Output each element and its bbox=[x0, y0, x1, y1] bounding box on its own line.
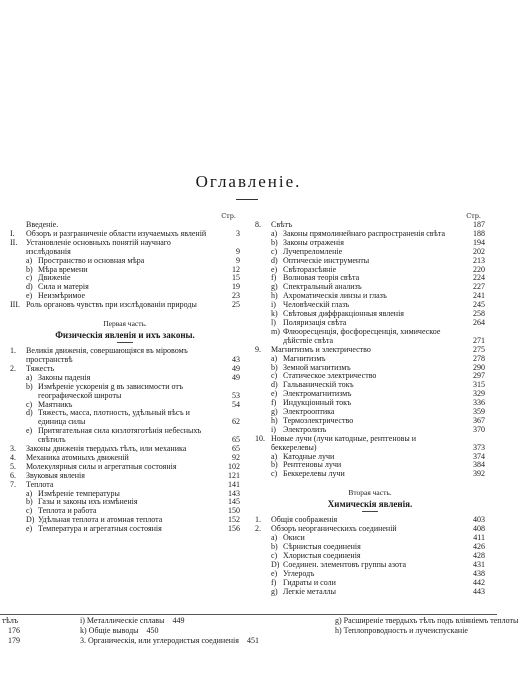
toc-entry-page: 213 bbox=[473, 255, 485, 265]
fragment-line bbox=[2, 626, 36, 636]
toc-entry-page: 9 bbox=[236, 255, 240, 265]
toc-entry-page: 443 bbox=[473, 586, 485, 596]
toc-entry-page: 141 bbox=[228, 479, 240, 489]
fragment-text: 3. Органическія, или углеродистыя соединенія bbox=[80, 636, 239, 645]
part-two-list bbox=[255, 516, 485, 596]
toc-entry-page: 227 bbox=[473, 282, 485, 292]
toc-entry-page: 431 bbox=[473, 559, 485, 569]
toc-entry-title: Волновая теорія свѣта bbox=[283, 273, 360, 283]
toc-entry-page: 271 bbox=[473, 335, 485, 345]
toc-entry-page: 245 bbox=[473, 300, 485, 310]
toc-entry-number: k) bbox=[271, 309, 278, 319]
toc-entry-page: 12 bbox=[232, 264, 240, 274]
toc-entry-number: e) bbox=[26, 524, 33, 534]
toc-entry-number: b) bbox=[271, 542, 278, 551]
fragment-text: k) Общіе выводы bbox=[80, 626, 139, 635]
toc-entry-page: 65 bbox=[232, 444, 240, 454]
toc-entry-number: b) bbox=[26, 497, 33, 507]
toc-entry-title: Звуковыя явленія bbox=[26, 470, 85, 480]
toc-entry-title: Сила и матерія bbox=[38, 282, 89, 292]
part-two-label: Вторая часть. bbox=[348, 488, 392, 498]
toc-entry-page: 392 bbox=[473, 469, 485, 479]
toc-entry-number: f) bbox=[271, 398, 277, 408]
toc-entry-title: Великія движенія, совершающіяся въ міровомъ пространствѣ bbox=[26, 346, 188, 364]
toc-entry-title: Магнитизмъ bbox=[283, 353, 326, 363]
toc-entry-number: b) bbox=[271, 362, 278, 372]
toc-entry-number: 2. bbox=[10, 363, 16, 373]
fragment-page: 449 bbox=[170, 616, 185, 625]
toc-entry-number: d) bbox=[271, 380, 278, 390]
toc-entry-number: e) bbox=[26, 426, 33, 436]
toc-entry-number: 2. bbox=[255, 524, 261, 534]
fragment-line bbox=[335, 616, 519, 626]
toc-entry-number: II. bbox=[10, 237, 18, 247]
toc-entry-page: 275 bbox=[473, 344, 485, 354]
toc-entry-number: a) bbox=[26, 255, 33, 265]
toc-entry-number: c) bbox=[271, 469, 278, 479]
toc-entry-title: Лучепреломленіе bbox=[283, 246, 343, 256]
toc-entry-number: a) bbox=[271, 451, 278, 461]
toc-entry-title: Мѣра времени bbox=[38, 264, 88, 274]
toc-entry-page: 188 bbox=[473, 228, 485, 238]
toc-entry-number: e) bbox=[271, 264, 278, 274]
toc-entry-page: 150 bbox=[228, 506, 240, 516]
introduction-list bbox=[10, 221, 240, 310]
page-column-header: Стр. bbox=[221, 212, 236, 220]
fragment-line bbox=[2, 636, 36, 646]
toc-entry-number: a) bbox=[271, 533, 278, 543]
fragment-text: h) Теплопроводность и лучеиспусканіе bbox=[335, 626, 468, 635]
toc-entry-title: Земной магнитизмъ bbox=[283, 362, 351, 372]
toc-entry bbox=[10, 409, 240, 427]
toc-entry-title: Гидраты и соли bbox=[283, 577, 336, 587]
fragment-page: 179 bbox=[8, 636, 20, 645]
toc-entry bbox=[255, 328, 485, 346]
toc-entry-title: Соединен. элементовъ группы азота bbox=[283, 559, 406, 569]
toc-entry-page: 121 bbox=[228, 470, 240, 480]
toc-entry-page: 278 bbox=[473, 353, 485, 363]
toc-entry bbox=[10, 347, 240, 365]
toc-entry-page: 411 bbox=[473, 533, 485, 543]
toc-entry-title: Общія соображенія bbox=[271, 515, 338, 525]
toc-entry-page: 373 bbox=[473, 442, 485, 452]
toc-entry-page: 438 bbox=[473, 568, 485, 578]
fragment-line bbox=[80, 636, 260, 646]
toc-entry-title: Гальваническій токъ bbox=[283, 380, 354, 390]
toc-entry-title: Поляризація свѣта bbox=[283, 317, 347, 327]
toc-entry-title: Газы и законы ихъ измѣненія bbox=[38, 497, 138, 507]
toc-entry-title: Законы отраженія bbox=[283, 237, 344, 247]
toc-entry-number: 7. bbox=[10, 479, 16, 489]
toc-entry-number: III. bbox=[10, 300, 20, 310]
toc-entry-title: Катодные лучи bbox=[283, 451, 335, 461]
part-one-heading: Физическія явленія и ихъ законы. bbox=[55, 330, 195, 341]
toc-entry-page: 53 bbox=[232, 390, 240, 400]
toc-entry-number: d) bbox=[26, 282, 33, 292]
toc-entry-title: Законы паденія bbox=[38, 372, 91, 382]
toc-entry-page: 329 bbox=[473, 389, 485, 399]
part-two-rule bbox=[362, 511, 378, 512]
toc-entry-page: 264 bbox=[473, 317, 485, 327]
toc-entry-title: Электролизъ bbox=[283, 424, 327, 434]
fragment-line bbox=[2, 616, 36, 626]
toc-entry-number: d) bbox=[271, 255, 278, 265]
toc-entry-title: Свѣтъ bbox=[271, 220, 293, 229]
toc-entry-number: b) bbox=[26, 381, 33, 391]
toc-entry-title: Ахроматическія линзы и глазъ bbox=[283, 291, 387, 301]
toc-entry-title: Механика атомныхъ движеній bbox=[26, 452, 129, 462]
toc-entry-number: 9. bbox=[255, 344, 261, 354]
toc-entry bbox=[10, 427, 240, 445]
fragment-right bbox=[335, 616, 519, 636]
toc-entry-title: Обзоръ и разграниченіе области изучаемыхъ явленій bbox=[26, 228, 207, 238]
toc-entry-number: g) bbox=[271, 586, 278, 596]
toc-entry bbox=[10, 383, 240, 401]
toc-entry-page: 220 bbox=[473, 264, 485, 274]
toc-entry-number: a) bbox=[271, 353, 278, 363]
toc-entry-page: 65 bbox=[232, 435, 240, 445]
toc-entry-page: 426 bbox=[473, 542, 485, 551]
toc-entry-number: i) bbox=[271, 300, 276, 310]
toc-entry-page: 152 bbox=[228, 515, 240, 525]
toc-entry-title: Измѣреніе температуры bbox=[38, 488, 120, 498]
toc-entry-page: 49 bbox=[232, 363, 240, 373]
page-column-header: Стр. bbox=[466, 212, 481, 220]
toc-entry-title: Свѣтовыя диффракціонныя явленія bbox=[283, 309, 404, 319]
toc-entry-title: Маятникъ bbox=[38, 399, 73, 409]
toc-entry-page: 25 bbox=[232, 300, 240, 310]
toc-entry-page: 19 bbox=[232, 282, 240, 292]
toc-entry bbox=[255, 470, 485, 479]
toc-entry-number: 4. bbox=[10, 452, 16, 462]
toc-entry-page: 43 bbox=[232, 354, 240, 364]
toc-entry-number: e) bbox=[271, 568, 278, 578]
toc-entry-page: 143 bbox=[228, 488, 240, 498]
toc-entry-title: Хлористыя соединенія bbox=[283, 550, 361, 560]
toc-entry-title: Законы движенія твердыхъ тѣлъ, или механика bbox=[26, 444, 187, 454]
toc-entry bbox=[255, 588, 485, 597]
toc-entry-number: e) bbox=[26, 291, 33, 301]
toc-entry-page: 370 bbox=[473, 424, 485, 434]
toc-entry-number: D) bbox=[26, 515, 35, 525]
toc-entry-number: f) bbox=[271, 273, 277, 283]
toc-entry-page: 92 bbox=[232, 452, 240, 462]
toc-entry-title: Термоэлектричество bbox=[283, 415, 354, 425]
toc-entry-title: Магнитизмъ и электричество bbox=[271, 344, 371, 354]
toc-entry-page: 145 bbox=[228, 497, 240, 507]
toc-entry-number: i) bbox=[271, 424, 276, 434]
toc-entry-title: Индукціонный токъ bbox=[283, 398, 352, 408]
toc-entry-title: Человѣческій глазъ bbox=[283, 300, 350, 310]
toc-entry-page: 187 bbox=[473, 220, 485, 229]
toc-entry-page: 49 bbox=[232, 372, 240, 382]
toc-entry-title: Обзоръ неорганическихъ соединеній bbox=[271, 524, 397, 534]
toc-entry-page: 202 bbox=[473, 246, 485, 256]
toc-entry-page: 408 bbox=[473, 524, 485, 534]
toc-entry-title: Введеніе. bbox=[26, 220, 59, 229]
toc-entry-number: 3. bbox=[10, 444, 16, 454]
toc-entry-page: 3 bbox=[236, 228, 240, 238]
toc-entry-title: Пространство и основная мѣра bbox=[38, 255, 145, 265]
toc-entry-number: 8. bbox=[255, 220, 261, 229]
toc-entry-page: 194 bbox=[473, 237, 485, 247]
toc-entry-number: b) bbox=[26, 264, 33, 274]
toc-entry-number: g) bbox=[271, 282, 278, 292]
toc-entry-title: Движеніе bbox=[38, 273, 71, 283]
toc-entry bbox=[255, 435, 485, 453]
fragment-text: тѣлъ bbox=[2, 616, 18, 625]
toc-entry-title: Притягательная сила кизлотяготѣнія небесныхъ свѣтилъ bbox=[38, 426, 202, 445]
toc-entry-title: Роль органовъ чувствъ при изслѣдованіи природы bbox=[26, 300, 197, 310]
toc-entry-number: h) bbox=[271, 415, 278, 425]
toc-entry-title: Теплота и работа bbox=[38, 506, 97, 516]
part-one-list bbox=[10, 347, 240, 534]
toc-entry-number: g) bbox=[271, 407, 278, 417]
toc-entry-title: Теплота bbox=[26, 479, 54, 489]
toc-entry-title: Тяжесть, масса, плотность, удѣльный вѣсъ и единица силы bbox=[38, 408, 190, 427]
part-one-rule bbox=[117, 342, 133, 343]
fragment-line bbox=[80, 626, 260, 636]
toc-entry-number: h) bbox=[271, 291, 278, 301]
toc-entry-number: c) bbox=[26, 399, 33, 409]
part-one-label: Первая часть. bbox=[103, 319, 147, 329]
toc-entry-title: Беккерелевы лучи bbox=[283, 469, 345, 479]
toc-entry-title: Оптическіе инструменты bbox=[283, 255, 370, 265]
toc-entry-title: Измѣреніе ускоренія g въ зависимости отъ географической широты bbox=[38, 381, 184, 400]
fragment-line bbox=[335, 626, 497, 636]
underlying-page-fragment bbox=[0, 616, 519, 700]
toc-entry-number: c) bbox=[26, 273, 33, 283]
toc-entry-number: 6. bbox=[10, 470, 16, 480]
toc-entry-page: 297 bbox=[473, 371, 485, 381]
toc-entry-number: c) bbox=[271, 371, 278, 381]
toc-entry-number: 10. bbox=[255, 433, 265, 443]
fragment-line bbox=[80, 616, 260, 626]
toc-entry-page: 15 bbox=[232, 273, 240, 283]
toc-entry-number: a) bbox=[26, 372, 33, 382]
toc-entry-page: 258 bbox=[473, 309, 485, 319]
page-title: Оглавленіе. bbox=[195, 172, 302, 191]
fragment-far-left bbox=[2, 616, 36, 646]
toc-entry-title: Свѣторазсѣяніе bbox=[283, 264, 337, 274]
toc-entry-title: Окиси bbox=[283, 533, 305, 543]
toc-entry bbox=[10, 301, 240, 310]
toc-entry-page: 359 bbox=[473, 407, 485, 417]
fragment-page: 451 bbox=[244, 636, 259, 645]
toc-entry-title: Удѣльная теплота и атомная теплота bbox=[38, 515, 163, 525]
toc-entry-title: Электромагнитизмъ bbox=[283, 389, 352, 399]
toc-entry-number: f) bbox=[271, 577, 277, 587]
toc-entry-title: Флюоресценція, фосфоресценція, химическое дѣйствіе свѣта bbox=[283, 326, 441, 345]
toc-entry-page: 384 bbox=[473, 460, 485, 470]
toc-entry-page: 224 bbox=[473, 273, 485, 283]
toc-entry-title: Законы прямолинейнаго распространенія свѣта bbox=[283, 228, 446, 238]
toc-entry bbox=[10, 239, 240, 257]
toc-entry-number: D) bbox=[271, 559, 280, 569]
toc-entry-title: Молекулярныя силы и агрегатныя состоянія bbox=[26, 461, 177, 471]
toc-entry-page: 290 bbox=[473, 362, 485, 372]
toc-entry-number: d) bbox=[26, 408, 33, 418]
toc-entry-page: 403 bbox=[473, 515, 485, 525]
toc-entry-title: Новые лучи (лучи катодные, рентгеновы и беккерелевы) bbox=[271, 433, 417, 452]
title-rule bbox=[236, 199, 258, 200]
toc-entry-page: 23 bbox=[232, 291, 240, 301]
toc-entry bbox=[10, 525, 240, 534]
toc-entry-title: Сѣрнистыя соединенія bbox=[283, 542, 361, 551]
fragment-text: g) Расширеніе твердыхъ тѣлъ подъ вліяніемъ теплоты bbox=[335, 616, 519, 625]
toc-entry-page: 442 bbox=[473, 577, 485, 587]
toc-entry-number: a) bbox=[271, 228, 278, 238]
toc-entry-number: I. bbox=[10, 228, 15, 238]
fragment-middle bbox=[80, 616, 260, 646]
toc-entry-number: a) bbox=[26, 488, 33, 498]
toc-entry-page: 241 bbox=[473, 291, 485, 301]
toc-entry-page: 9 bbox=[236, 246, 240, 256]
page-overlap-divider bbox=[0, 614, 497, 615]
toc-left-column bbox=[10, 212, 240, 534]
fragment-page: 450 bbox=[144, 626, 159, 635]
toc-entry-number: 1. bbox=[10, 346, 16, 356]
toc-entry-title: Электрооптика bbox=[283, 407, 335, 417]
toc-entry-number: c) bbox=[271, 246, 278, 256]
toc-entry-title: Установленіе основныхъ понятій научнаго изслѣдованія bbox=[26, 237, 171, 256]
toc-entry-number: 1. bbox=[255, 515, 261, 525]
toc-entry-page: 367 bbox=[473, 415, 485, 425]
toc-entry-title: Статическое электричество bbox=[283, 371, 377, 381]
part-two-heading: Химическія явленія. bbox=[327, 499, 413, 510]
fragment-text: i) Металлическіе сплавы bbox=[80, 616, 165, 625]
toc-entry-number: c) bbox=[271, 550, 278, 560]
toc-entry-page: 336 bbox=[473, 398, 485, 408]
toc-entry-page: 62 bbox=[232, 417, 240, 427]
toc-entry-title: Спектральный анализъ bbox=[283, 282, 362, 292]
toc-entry-page: 428 bbox=[473, 550, 485, 560]
toc-entry-title: Легкіе металлы bbox=[283, 586, 337, 596]
toc-entry-number: l) bbox=[271, 317, 276, 327]
toc-entry-page: 374 bbox=[473, 451, 485, 461]
fragment-page: 176 bbox=[8, 626, 20, 635]
toc-entry-title: Тяжесть bbox=[26, 363, 55, 373]
toc-right-column bbox=[255, 212, 485, 596]
toc-entry-number: e) bbox=[271, 389, 278, 399]
toc-entry-page: 102 bbox=[228, 461, 240, 471]
toc-entry-page: 156 bbox=[228, 524, 240, 534]
toc-entry-number: 5. bbox=[10, 461, 16, 471]
light-electricity-list bbox=[255, 221, 485, 479]
toc-entry-title: Неизмѣримое bbox=[38, 291, 86, 301]
toc-entry-number: m) bbox=[271, 326, 280, 336]
toc-entry-number: b) bbox=[271, 237, 278, 247]
toc-entry-page: 54 bbox=[232, 399, 240, 409]
toc-entry-number: c) bbox=[26, 506, 33, 516]
toc-entry-title: Температура и агрегатныя состоянія bbox=[38, 524, 162, 534]
toc-entry-title: Рентгеновы лучи bbox=[283, 460, 342, 470]
toc-entry-page: 315 bbox=[473, 380, 485, 390]
toc-entry-number: b) bbox=[271, 460, 278, 470]
toc-entry-title: Углеродъ bbox=[283, 568, 315, 578]
